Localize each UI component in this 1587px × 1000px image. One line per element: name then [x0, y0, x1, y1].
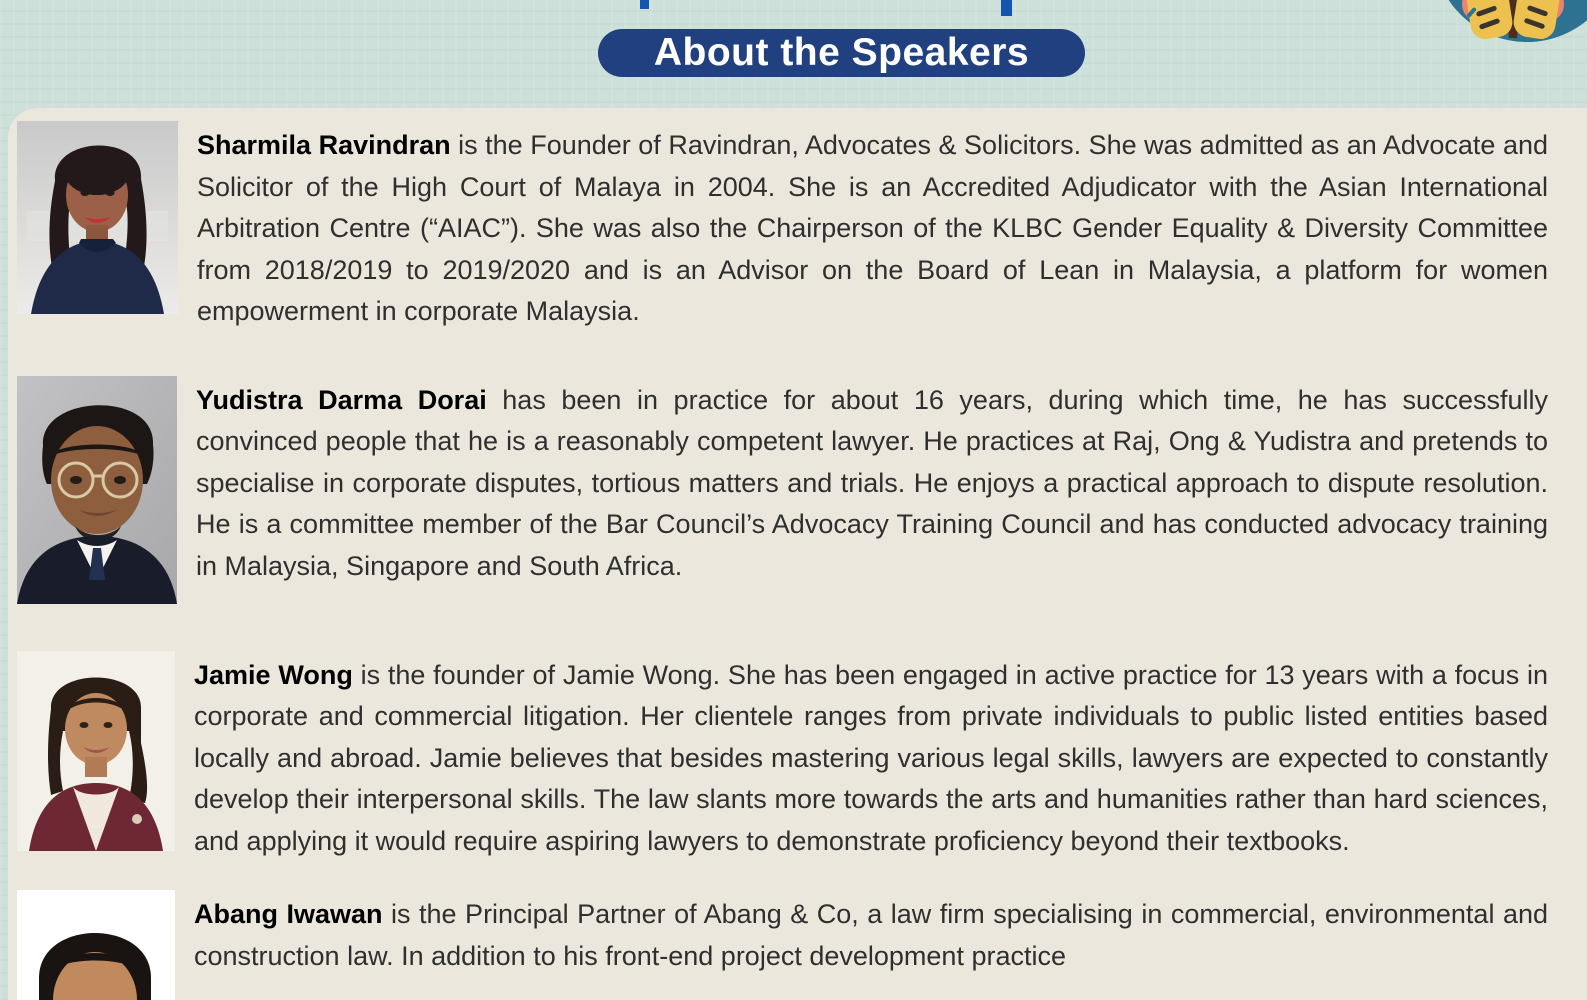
- speaker-photo-sharmila: [17, 121, 178, 314]
- speaker-row: [17, 121, 1548, 333]
- speaker-bio-text: is the Founder of Ravindran, Advocates & Solicitors. She was admitted as an Advocate and Solicitor of the High Court of Malaya in 2004. She is an Accredited Adjudicator with the Asian International Arbitration Centre (“AIAC”). She was also the Chairperson of the KLBC Gender Equality & Diversity Committee from 2018/2019 to 2019/2020 and is an Advisor on the Board of Lean in Malaysia, a platform for women empowerment in corporate Malaysia.: [197, 130, 1548, 326]
- speaker-photo-yudistra: [17, 376, 177, 604]
- speaker-bio-text: has been in practice for about 16 years, during which time, he has successfully convinced people that he is a reasonably competent lawyer. He practices at Raj, Ong & Yudistra and pretends to specialise in corporate disputes, tortious matters and trials. He enjoys a practical approach to dispute resolution. He is a committee member of the Bar Council’s Advocacy Training Council and has conducted advocacy training in Malaysia, Singapore and South Africa.: [196, 384, 1548, 581]
- page-title-badge: [598, 29, 1085, 77]
- speaker-bio: [194, 655, 1548, 863]
- two-people-bowing-heads-icon: [1425, 0, 1587, 47]
- speaker-bio-text: is the Principal Partner of Abang & Co, a law firm specialising in commercial, environmental and construction law. In addition to his front-end project development practice: [194, 899, 1548, 971]
- cropped-headline-fragment: [640, 0, 649, 9]
- speaker-photo-abang: [17, 890, 175, 1000]
- speaker-bio: [196, 380, 1548, 588]
- speaker-row: [17, 890, 1548, 1000]
- speaker-bio: [194, 894, 1548, 977]
- speaker-name: Yudistra Darma Dorai: [196, 384, 487, 415]
- speaker-bio: [197, 125, 1548, 333]
- speaker-row: [17, 376, 1548, 604]
- speaker-name: Abang Iwawan: [194, 899, 383, 929]
- speaker-row: [17, 651, 1548, 863]
- speakers-card: [8, 108, 1587, 1000]
- speaker-bio-text: is the founder of Jamie Wong. She has been engaged in active practice for 13 years with a focus in corporate and commercial litigation. Her clientele ranges from private individuals to public listed entities based locally and abroad. Jamie believes that besides mastering various legal skills, lawyers are expected to constantly develop their interpersonal skills. The law slants more towards the arts and humanities rather than hard sciences, and applying it would require aspiring lawyers to demonstrate proficiency beyond their textbooks.: [194, 659, 1548, 856]
- speaker-photo-jamie: [17, 651, 175, 851]
- cropped-headline-fragment: [1001, 0, 1012, 16]
- page-title: About the Speakers: [653, 31, 1030, 74]
- speaker-name: Sharmila Ravindran: [197, 130, 451, 160]
- speaker-name: Jamie Wong: [194, 659, 353, 690]
